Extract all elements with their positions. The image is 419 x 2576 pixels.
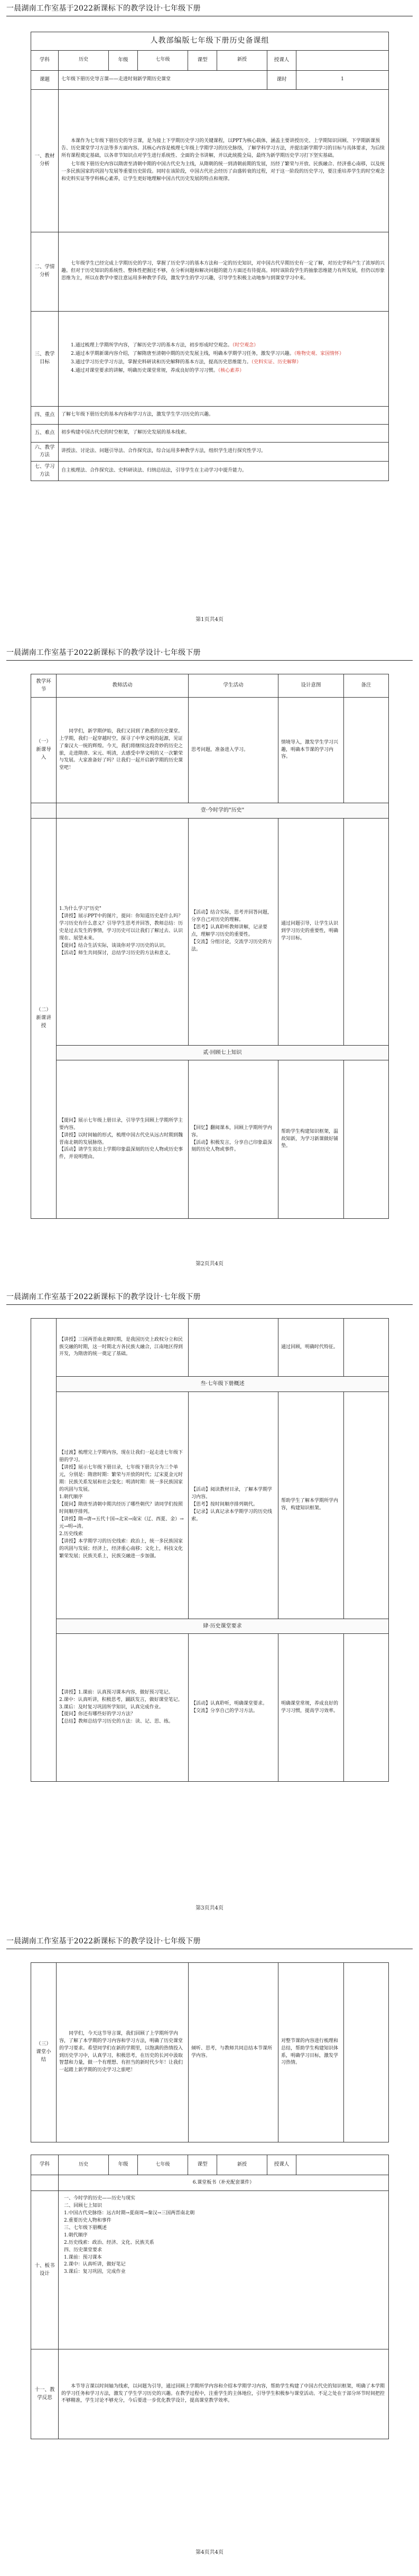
page-footer: 第4页共4页 bbox=[195, 2550, 224, 2555]
design-intent: 对整节课的内容进行梳理和总结，帮助学生构建知识体系，明确学习目标，激发学习热情。 bbox=[278, 1963, 344, 2142]
stage-label: （一）新课导入 bbox=[31, 698, 57, 803]
running-header: 一晨湖南工作室基于2022新课标下的教学设计·七年级下册 bbox=[6, 4, 201, 13]
board-line: 四、历史课堂要求 bbox=[64, 2247, 103, 2253]
table-row bbox=[31, 1963, 389, 2142]
teacher-activity: 【过渡】梳理完上学期内容，现在让我们一起走进七年级下册的学习。 【讲授】展示七年级下册目录，七年级下册共分为三个单元，分别是：隋唐时期：繁荣与开放的时代；辽宋夏金元时期：民族关系发展和社会变化；明清时期：统一多民族国家的巩固与发展。 1.朝代顺序 【提问】隋唐至清朝中期共经历了哪些朝代？请同学们按照时间顺序排列。 【讲授】隋→唐→五代十国→北宋→南宋（辽、西夏、金）→元→明→清。 2.历史线索 【讲授】本学期学习的历史线索：政治上，统一多民族国家的巩固与发展；经济上，经济重心南移；文化上，科技文化繁荣发展；民族关系上，民族交融进一步加强。 bbox=[57, 1392, 189, 1619]
row-text: 初步构建中国古代史的时空框架，了解历史发展的基本线索。 bbox=[59, 424, 389, 442]
table-row bbox=[31, 698, 389, 803]
row-label: 五、难点 bbox=[31, 424, 59, 442]
page-2 bbox=[0, 644, 419, 1273]
page-footer: 第1页共4页 bbox=[195, 617, 224, 623]
board-row bbox=[31, 2191, 389, 2349]
meta-label: 授课人 bbox=[267, 50, 296, 70]
row-label: 二、学情分析 bbox=[31, 232, 59, 311]
procedure-table bbox=[31, 1962, 389, 2142]
procedure-table bbox=[31, 1318, 389, 1782]
meta-label: 年级 bbox=[109, 2155, 138, 2175]
note bbox=[344, 698, 389, 803]
row-paragraph: 七年级下册历史内容以隋唐至清朝中期的中国古代史为主线，从隋朝的统一到清朝前期的发展，历经了繁荣与开放、民族融合、经济重心南移，以及统一多民族国家的巩固与发展等重要历史阶段。同时在该阶段，中国古代社会经历了由盛转衰的过程，对于这一阶段的历史学习，要注重培养学生的时空观念和史料实证等学科核心素养，让学生更好地理解中国古代历史发展的特点和规律。 bbox=[61, 162, 385, 182]
col-header: 备注 bbox=[344, 674, 389, 698]
row-teaching-method bbox=[31, 442, 389, 461]
board-line: 1.朝代顺序 bbox=[64, 2232, 88, 2238]
board-line: 2.历史线索：政治、经济、文化、民族关系 bbox=[64, 2240, 154, 2245]
student-activity: 【活动】结合实际，思考并回答问题，分享自己对历史的理解。 【思考】认真聆听教师讲解，记录要点，理解学习历史的重要性。 【交流】分组讨论，交流学习历史的方法。 bbox=[189, 818, 278, 1045]
table-row bbox=[31, 1634, 389, 1782]
objective-tag: （时空观念） bbox=[232, 343, 259, 349]
row-key-point bbox=[31, 406, 389, 424]
page-footer: 第2页共4页 bbox=[195, 1261, 224, 1267]
row-label: 十、板书设计 bbox=[31, 2191, 59, 2349]
table-row bbox=[31, 1319, 389, 1377]
stage-label: （二）新课讲授 bbox=[31, 818, 57, 1219]
meta-row bbox=[31, 2155, 389, 2175]
row-difficulty bbox=[31, 424, 389, 442]
board-title: 6.课堂板书（补充配套课件） bbox=[59, 2175, 389, 2191]
board-title-row bbox=[31, 2175, 389, 2191]
design-intent: 通过问题引导，让学生认识到学习历史的重要性，明确学习目标。 bbox=[278, 818, 344, 1045]
note bbox=[344, 818, 389, 1045]
note bbox=[344, 1963, 389, 2142]
student-activity: 【回忆】翻阅课本，回顾上学期所学内容。 【活动】积极发言，分享自己印象最深刻的历史人物或事件。 bbox=[189, 1060, 278, 1219]
row-label: 六、教学方法 bbox=[31, 442, 59, 461]
lesson-label: 课题 bbox=[31, 70, 59, 89]
design-intent: 通过回顾，明确时代特征。 bbox=[278, 1319, 344, 1377]
lesson-title: 七年级下册历史导言课——走进时刻新学期历史课堂 bbox=[59, 70, 267, 89]
section-row bbox=[31, 1619, 389, 1634]
running-header: 一晨湖南工作室基于2022新课标下的教学设计·七年级下册 bbox=[6, 1293, 201, 1301]
row-paragraph: 七年级学生已经完成上学期历史的学习，掌握了历史学习的基本方法和一定的历史知识，对中国古代早期历史有一定了解，对历史学科产生了浓厚的兴趣。但对于历史知识的系统性、整体性把握还不够，在分析问题和解决问题的能力方面还有待提高。同时该阶段学生的抽象思维能力有所发展，但仍以形象思维为主，所以在教学中要注意运用多种教学手段，激发学生的学习兴趣，引导学生积极主动地参与到课堂学习中来。 bbox=[61, 261, 385, 281]
page-3 bbox=[0, 1289, 419, 1917]
row-learning-method bbox=[31, 462, 389, 481]
page-4 bbox=[0, 1933, 419, 2561]
table-row bbox=[31, 818, 389, 1045]
note bbox=[344, 1060, 389, 1219]
doc-title: 人教部编版七年级下册历史备课组 bbox=[31, 32, 389, 51]
objective-tag: （唯物史观、家国情怀） bbox=[294, 351, 344, 357]
board-line: 二、回顾七上知识 bbox=[64, 2203, 103, 2208]
row-label: 一、教材分析 bbox=[31, 89, 59, 232]
row-text: 自主梳理法、合作探究法、史料研读法、归纳总结法，引导学生在主动学习中提升能力。 bbox=[59, 462, 389, 481]
meta-value: 历史 bbox=[59, 50, 109, 70]
note bbox=[344, 1319, 389, 1377]
row-text: 了解七年级下册历史的基本内容和学习方法，激发学生学习历史的兴趣。 bbox=[59, 406, 389, 424]
objective-item: 4.通过对课堂要求的讲解，明确历史课堂常规，养成良好的学习习惯。（核心素养） bbox=[71, 368, 245, 374]
board-line: 一、今时学的历史——历史与现实 bbox=[64, 2196, 136, 2201]
note bbox=[344, 1634, 389, 1782]
student-activity: 【活动】认真聆听，明确课堂要求。 【交流】分享自己的学习方法。 bbox=[189, 1634, 278, 1782]
col-header: 设计意图 bbox=[278, 674, 344, 698]
design-intent: 情境导入，激发学生学习兴趣，明确本节课的学习内容。 bbox=[278, 698, 344, 803]
row-paragraph: 本课作为七年级下册历史的导言课，是为接上下学期历史学习的关键课程，以PPT为核心载体，涵盖主要讲授历史、上学期知识回顾、下学期新课预告、历史课堂学习方法等多方面内容。其核心内容是梳理七年级上学期学习的历史脉络，了解学科学习方法，并提出新学期学习的目标与具体要求，为后续所有课程奠定基础，以各章节知识点对学生进行系统性、全面的全书讲解，并以此统揽全局，最终为新学期历史学习打下坚实基础。 bbox=[61, 138, 385, 159]
board-line: 1.课前：预习课本 bbox=[64, 2254, 102, 2260]
teacher-activity: 1.为什么学习"历史" 【讲授】展示PPT中的图片，提问：你知道历史是什么吗？学习历史有什么意义？引导学生思考并回答，教师总结：历史是过去发生的事情，学习历史可以让我们了解过去、认识现在、展望未来。 【提问】结合生活实际，谈谈你对学习历史的认识。 【活动】师生共同探讨，总结学习历史的方法和意义。 bbox=[57, 818, 189, 1045]
page-1 bbox=[0, 0, 419, 628]
teacher-activity: 同学们，新学期伊始，我们又回到了熟悉的历史课堂。上学期，我们一起穿越时空，探寻了中华文明的起源，见证了秦汉大一统的辉煌。今天，我们将继续这段奇妙的历史之旅，走进隋唐、宋元、明清，去感受中华文明的又一次繁荣与发展。大家准备好了吗？让我们一起开启新学期的历史课堂吧！ bbox=[59, 728, 183, 771]
section-row bbox=[31, 1377, 389, 1392]
board-line: 3.课后：复习巩固，完成作业 bbox=[64, 2269, 126, 2275]
meta-row bbox=[31, 50, 389, 70]
meta-value: 新授 bbox=[217, 50, 267, 70]
student-activity: 【活动】阅读教材目录，了解本学期学习内容。 【思考】按时间顺序排列朝代。 【记录】认真记录本学期学习的历史线索。 bbox=[189, 1392, 278, 1619]
teacher-activity: 【提问】展示七年级上册目录，引导学生回顾上学期所学主要内容。 【讲授】以时间轴的形式，梳理中国古代史从远古时期到魏晋南北朝的发展脉络。 【活动】请学生说出上学期印象最深刻的历史人物或历史事件，并说明理由。 bbox=[57, 1060, 189, 1219]
section-title: 贰·回顾七上知识 bbox=[57, 1045, 389, 1060]
objective-item: 1.通过梳理上学期所学内容，了解历史学习的基本方法，初步形成时空观念。（时空观念） bbox=[71, 343, 259, 349]
design-intent: 帮助学生构建知识框架，温故知新，为学习新课做好铺垫。 bbox=[278, 1060, 344, 1219]
board-table bbox=[31, 2155, 389, 2439]
meta-label: 课型 bbox=[188, 50, 217, 70]
reflection-text: 本节导言课以时间轴为线索，以问题为引导，通过回顾上学期所学内容和介绍本学期学习内容，帮助学生构建了中国古代史的知识框架，明确了本学期的学习任务和学习方法，激发了学生学习历史的兴趣。在教学过程中，注重学生的主体地位，引导学生积极参与课堂活动。不足之处在于部分环节时间把控不够精准，学生讨论不够充分，今后要进一步优化教学设计，提高课堂教学效率。 bbox=[61, 2383, 385, 2404]
objective-tag: （史料实证、历史解释） bbox=[251, 360, 302, 365]
teacher-activity: 同学们，今天这节导言课，我们回顾了上学期所学内容，了解了本学期的学习内容和学习方法，明确了历史课堂的学习要求。希望同学们在新的学期里，以饱满的热情投入到历史学习中，认真学习，积极思考，在历史的长河中汲取智慧和力量，做一个有理想、有担当的新时代少年！让我们一起踏上新学期的历史学习之旅吧！ bbox=[59, 2030, 183, 2073]
stage-label: （三）课堂小结 bbox=[31, 1963, 57, 2142]
running-header: 一晨湖南工作室基于2022新课标下的教学设计·七年级下册 bbox=[6, 648, 201, 657]
period-label: 课时 bbox=[267, 70, 296, 89]
meta-label: 年级 bbox=[109, 50, 138, 70]
meta-value bbox=[296, 2155, 389, 2175]
meta-label: 课型 bbox=[188, 2155, 217, 2175]
objective-tag: （核心素养） bbox=[218, 368, 245, 374]
design-intent: 帮助学生了解本学期所学内容，构建知识框架。 bbox=[278, 1392, 344, 1619]
section-row bbox=[31, 803, 389, 819]
meta-label: 授课人 bbox=[267, 2155, 296, 2175]
section-title: 肆·历史课堂要求 bbox=[57, 1619, 389, 1634]
meta-value: 新授 bbox=[217, 2155, 267, 2175]
row-textbook-analysis bbox=[31, 89, 389, 232]
page-footer: 第3页共4页 bbox=[195, 1905, 224, 1911]
table-row bbox=[31, 1060, 389, 1219]
board-line: 2.课中：认真听讲，做好笔记 bbox=[64, 2262, 126, 2268]
board-line: 2.重要历史人物和事件 bbox=[64, 2217, 111, 2223]
meta-value: 历史 bbox=[59, 2155, 109, 2175]
meta-value bbox=[296, 50, 389, 70]
header-row bbox=[31, 674, 389, 698]
row-label: 三、教学目标 bbox=[31, 311, 59, 406]
row-label: 十一、教学反思 bbox=[31, 2349, 59, 2439]
objective-item: 2.通过本学期新课内容介绍，了解隋唐至清朝中期的历史发展主线，明确本学期学习任务，激发学习兴趣。（唯物史观、家国情怀） bbox=[71, 351, 344, 357]
lesson-row bbox=[31, 70, 389, 89]
meta-label: 学科 bbox=[31, 2155, 59, 2175]
board-line: 三、七年级下册概述 bbox=[64, 2225, 107, 2231]
meta-label: 学科 bbox=[31, 50, 59, 70]
table-row bbox=[31, 1392, 389, 1619]
row-objectives bbox=[31, 311, 389, 406]
meta-value: 七年级 bbox=[138, 2155, 188, 2175]
teacher-activity: 【讲授】三国两晋南北朝时期，是我国历史上政权分立和民族交融的时期，这一时期北方各民族大融合，江南地区得到开发，为隋唐的统一奠定了基础。 bbox=[57, 1319, 189, 1377]
col-header: 教学环节 bbox=[31, 674, 57, 698]
procedure-table bbox=[31, 674, 389, 1219]
row-label: 七、学习方法 bbox=[31, 462, 59, 481]
teacher-activity: 【讲授】1.课前：认真预习课本内容，做好预习笔记。 2.课中：认真听讲，积极思考，踊跃发言，做好课堂笔记。 3.课后：及时复习巩固所学知识，认真完成作业。 【提问】你还有哪些好的学习方法？ 【总结】教师总结学习历史的方法：读、记、思、练。 bbox=[57, 1634, 189, 1782]
row-learner-analysis bbox=[31, 232, 389, 311]
student-activity: 倾听、思考，与教师共同总结本节课所学内容。 bbox=[189, 1963, 278, 2142]
reflection-row bbox=[31, 2349, 389, 2439]
row-text: 讲授法、讨论法、问题引导法、合作探究法，综合运用多种教学方法，组织学生进行探究性学习。 bbox=[59, 442, 389, 461]
student-activity: 思考问题，准备进入学习。 bbox=[189, 698, 278, 803]
meta-value: 七年级 bbox=[138, 50, 188, 70]
lesson-plan-table bbox=[31, 32, 389, 481]
objective-item: 3.通过学习历史学习方法，掌握史料研读和历史解释的基本方法，提高历史思维能力。（史料实证、历史解释） bbox=[71, 360, 302, 365]
header-rule bbox=[6, 1304, 413, 1305]
stage-label bbox=[31, 1319, 57, 1782]
board-line: 1.中国古代史脉络：远古时期→夏商周→秦汉→三国两晋南北朝 bbox=[64, 2210, 195, 2216]
design-intent: 明确课堂常规，养成良好的学习习惯，提高学习效率。 bbox=[278, 1634, 344, 1782]
section-title: 壹·今时学的"历史" bbox=[57, 803, 389, 819]
running-header: 一晨湖南工作室基于2022新课标下的教学设计·七年级下册 bbox=[6, 1937, 201, 1945]
student-activity bbox=[189, 1319, 278, 1377]
row-label: 四、重点 bbox=[31, 406, 59, 424]
period-value: 1 bbox=[296, 70, 389, 89]
section-title: 叁·七年级下册概述 bbox=[57, 1377, 389, 1392]
col-header: 学生活动 bbox=[189, 674, 278, 698]
section-row bbox=[31, 1045, 389, 1060]
col-header: 教师活动 bbox=[57, 674, 189, 698]
note bbox=[344, 1392, 389, 1619]
header-rule bbox=[6, 660, 413, 661]
